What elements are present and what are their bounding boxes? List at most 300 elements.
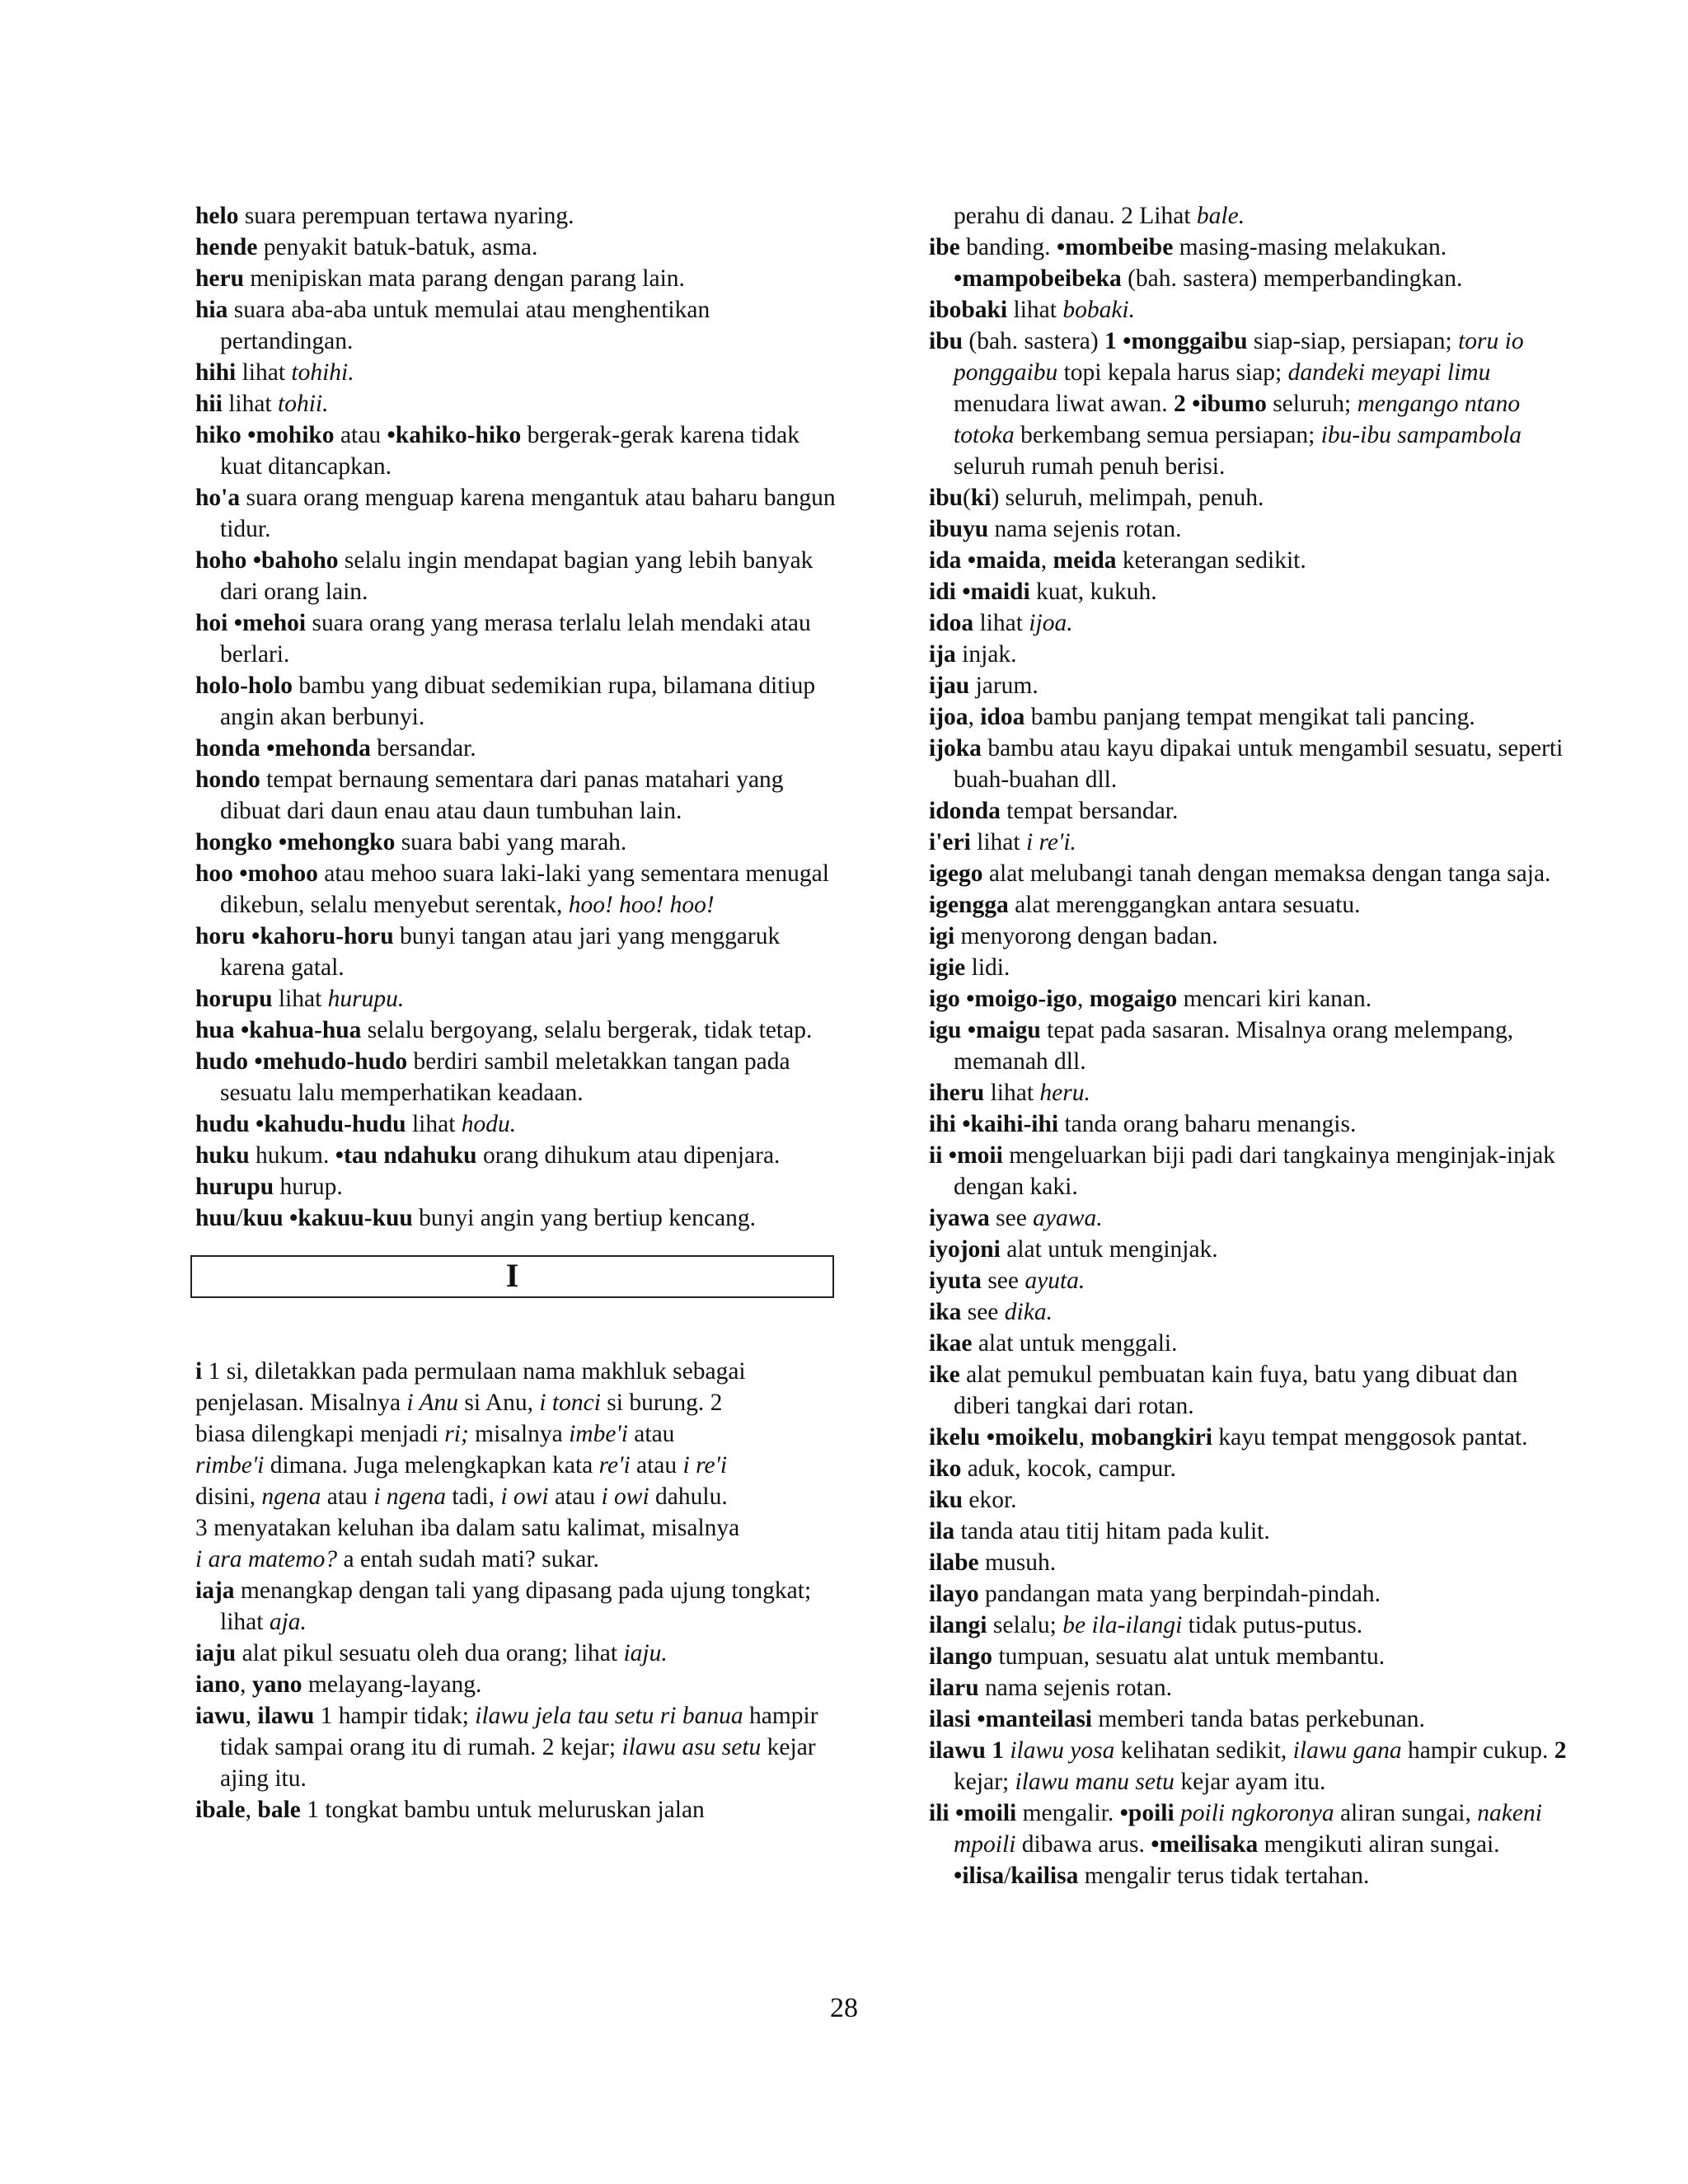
definition-text: bambu yang dibuat sedemikian rupa, bilamana ditiup angin akan berbunyi. (220, 673, 816, 730)
dictionary-entry (929, 1265, 1572, 1296)
headword: hua (195, 1017, 235, 1043)
definition-text (942, 1142, 948, 1169)
headword: ikae (929, 1330, 973, 1357)
dictionary-entry (929, 1296, 1572, 1328)
example-text: hurupu. (327, 986, 405, 1012)
dictionary-entry (929, 1547, 1572, 1578)
definition-text (1175, 1800, 1180, 1826)
definition-text: kejar ayam itu. (1174, 1769, 1326, 1795)
headword: •maigu (967, 1017, 1041, 1043)
headword: mobangkiri (1090, 1424, 1212, 1451)
example-text: be ila-ilangi (1062, 1612, 1183, 1638)
headword: igego (929, 860, 983, 887)
definition-text: menangkap dengan tali yang dipasang pada ujung tongkat; lihat (220, 1577, 812, 1635)
headword: •moili (954, 1800, 1017, 1826)
example-text: imbe'i (569, 1421, 628, 1447)
dictionary-entry (195, 1171, 844, 1202)
definition-text: alat merenggangkan antara sesuatu. (1008, 892, 1361, 918)
definition-text: musuh. (978, 1549, 1057, 1576)
dictionary-entry (929, 1015, 1572, 1077)
headword: ilaru (929, 1675, 979, 1701)
definition-text: tanda orang baharu menangis. (1058, 1111, 1357, 1137)
definition-text: topi kepala harus siap; (1057, 359, 1288, 386)
section-letter-box (190, 1255, 834, 1298)
definition-text: atau mehoo suara laki-laki yang sementara menugal dikebun, selalu menyebut serentak, (220, 860, 829, 918)
definition-text: perahu di danau. 2 Lihat (954, 203, 1197, 229)
definition-text: mengalir terus tidak tertahan. (1078, 1863, 1370, 1889)
definition-text: selalu bergoyang, selalu bergerak, tidak tetap. (361, 1017, 813, 1043)
headword: ili (929, 1800, 950, 1826)
definition-text: (bah. sastera) memperbandingkan. (1121, 265, 1463, 292)
headword: 1 (1104, 328, 1117, 354)
entries-i-continued (929, 232, 1572, 1891)
example-text: ilawu gana (1292, 1737, 1402, 1764)
definition-text: menyorong dengan badan. (954, 923, 1218, 949)
dictionary-entry (929, 1641, 1572, 1672)
definition-text: aliran sungai, (1334, 1800, 1478, 1826)
definition-text: , (240, 1671, 252, 1698)
dictionary-entry (929, 232, 1572, 294)
definition-text: suara orang yang merasa terlalu lelah mendaki atau berlari. (220, 610, 811, 668)
entry-line (195, 1481, 844, 1512)
example-text: ilawu jela tau setu ri banua (475, 1703, 743, 1729)
definition-text (961, 1017, 967, 1043)
headword: hongko (195, 829, 273, 855)
headword: hihi (195, 359, 237, 386)
headword: ibu (929, 485, 964, 511)
dictionary-entry (195, 827, 844, 858)
example-text: hoo! hoo! hoo! (568, 892, 715, 918)
headword: •kahudu-hudu (256, 1111, 406, 1137)
dictionary-entry (195, 1575, 844, 1638)
definition-text: ( (963, 485, 971, 511)
definition-text: tempat bernaung sementara dari panas matahari yang dibuat dari daun enau atau daun tumbuhan lain. (220, 766, 784, 824)
dictionary-entry (929, 513, 1572, 545)
example-text: i ara matemo? (195, 1546, 338, 1572)
definition-text (260, 735, 266, 762)
definition-text: a entah sudah mati? sukar. (337, 1546, 599, 1572)
dictionary-entry (195, 1202, 844, 1234)
headword: •moii (948, 1142, 1003, 1169)
dictionary-entry (195, 670, 844, 733)
example-text: iaju. (623, 1640, 668, 1666)
headword: ilayo (929, 1581, 979, 1607)
definition-text: bunyi tangan atau jari yang menggaruk karena gatal. (220, 923, 781, 981)
dictionary-entry (929, 1735, 1572, 1797)
headword: 2 (1554, 1737, 1567, 1764)
headword: kailisa (1010, 1863, 1079, 1889)
headword: •ilisa (954, 1863, 1005, 1889)
definition-text: kejar; (954, 1769, 1015, 1795)
example-text: tohii. (278, 391, 329, 417)
definition-text: berdiri sambil meletakkan tangan pada sesuatu lalu memperhatikan keadaan. (220, 1048, 790, 1106)
definition-text: suara perempuan tertawa nyaring. (238, 203, 574, 229)
example-text: ri; (444, 1421, 469, 1447)
headword: iano (195, 1671, 241, 1698)
definition-text: bambu panjang tempat mengikat tali pancing. (1025, 704, 1475, 730)
dictionary-entry (929, 1610, 1572, 1641)
definition-text: lihat (272, 986, 328, 1012)
headword: honda (195, 735, 260, 762)
headword: hoo (195, 860, 233, 887)
example-text: i owi (500, 1483, 549, 1510)
dictionary-entry (929, 983, 1572, 1015)
headword: hudu (195, 1111, 250, 1137)
definition-text: biasa dilengkapi menjadi (195, 1421, 445, 1447)
definition-text: pandangan mata yang berpindah-pindah. (978, 1581, 1381, 1607)
definition-text: , (245, 1703, 258, 1729)
definition-text: seluruh; (1266, 391, 1357, 417)
definition-text: dimana. Juga melengkapkan kata (264, 1452, 599, 1479)
definition-text: injak. (955, 641, 1017, 668)
definition-text (272, 829, 278, 855)
dictionary-entry (929, 482, 1572, 513)
headword: i (195, 1358, 203, 1385)
definition-text: see (989, 1205, 1034, 1231)
dictionary-entry (929, 1359, 1572, 1422)
definition-text: hurup. (274, 1174, 343, 1200)
headword: iaja (195, 1577, 235, 1604)
example-text: i re'i. (1025, 829, 1076, 855)
dictionary-entry (195, 1669, 844, 1700)
definition-text: hukum. (249, 1142, 335, 1169)
dictionary-entry (929, 1453, 1572, 1484)
definition-text: masing-masing melakukan. (1173, 234, 1447, 260)
headword: ihi (929, 1111, 956, 1137)
dictionary-entry (195, 1108, 844, 1140)
dictionary-entry (929, 733, 1572, 795)
dictionary-entry (195, 983, 844, 1015)
headword: idoa (980, 704, 1025, 730)
example-text: nakeni mpoili (954, 1800, 1542, 1858)
definition-text: 3 menyatakan keluhan iba dalam satu kalimat, misalnya (195, 1515, 740, 1541)
definition-text: mencari kiri kanan. (1177, 986, 1372, 1012)
example-text: ilawu yosa (1010, 1737, 1115, 1764)
dictionary-entry (929, 1202, 1572, 1234)
headword: igengga (929, 892, 1009, 918)
headword: •moikelu (986, 1424, 1079, 1451)
headword: ilabe (929, 1549, 979, 1576)
headword: iyuta (929, 1268, 982, 1294)
left-column (195, 200, 844, 1825)
definition-text: , (1078, 1424, 1091, 1451)
headword: •mehonda (266, 735, 371, 762)
dictionary-entry (195, 200, 844, 232)
definition-text: atau (321, 1483, 374, 1510)
dictionary-entry (929, 1578, 1572, 1610)
headword: •mehongko (278, 829, 396, 855)
dictionary-entry (929, 827, 1572, 858)
dictionary-entry (929, 1077, 1572, 1108)
definition-text: lihat (984, 1080, 1040, 1106)
dictionary-entry (929, 1422, 1572, 1453)
dictionary-entry (195, 357, 844, 388)
headword: hia (195, 297, 228, 323)
definition-text: , (968, 704, 981, 730)
example-text: poili ngkoronya (1180, 1800, 1334, 1826)
headword: heru (195, 265, 244, 292)
headword: hoi (195, 610, 228, 636)
definition-text: dibawa arus. (1015, 1831, 1151, 1858)
example-text: ayuta. (1025, 1268, 1085, 1294)
definition-text: kuat, kukuh. (1029, 579, 1157, 605)
definition-text: lihat (406, 1111, 462, 1137)
definition-text: suara aba-aba untuk memulai atau menghentikan pertandingan. (220, 297, 710, 354)
entry-line (195, 1418, 844, 1450)
headword: •mohiko (247, 422, 335, 448)
headword: idi (929, 579, 956, 605)
definition-text: 1 si, diletakkan pada permulaan nama makhluk sebagai (202, 1358, 746, 1385)
headword: horu (195, 923, 246, 949)
definition-text: dahulu. (649, 1483, 728, 1510)
definition-text: alat pemukul pembuatan kain fuya, batu yang dibuat dan diberi tangkai dari rotan. (954, 1361, 1518, 1419)
definition-text: memberi tanda batas perkebunan. (1092, 1706, 1425, 1732)
headword: ibobaki (929, 297, 1008, 323)
example-text: mengango ntano totoka (954, 391, 1521, 448)
headword: idonda (929, 798, 1001, 824)
definition-text: lihat (236, 359, 292, 386)
headword: igie (929, 954, 966, 981)
headword: •mehoi (233, 610, 307, 636)
headword: •maida (967, 547, 1041, 574)
definition-text: kejar ajing itu. (220, 1734, 816, 1792)
headword: bale (257, 1797, 301, 1823)
dictionary-entry (929, 952, 1572, 983)
dictionary-entry (929, 1328, 1572, 1359)
headword: idoa (929, 610, 974, 636)
definition-text: 1 tongkat bambu untuk meluruskan jalan (300, 1797, 705, 1823)
headword: ikelu (929, 1424, 981, 1451)
definition-text: tumpuan, sesuatu alat untuk membantu. (992, 1643, 1386, 1670)
headword: yano (251, 1671, 302, 1698)
headword: •kahua-hua (240, 1017, 362, 1043)
headword: ila (929, 1518, 955, 1544)
headword: •kaihi-ihi (962, 1111, 1059, 1137)
headword: holo-holo (195, 673, 293, 699)
dictionary-entry (929, 294, 1572, 326)
definition-text: ) seluruh, melimpah, penuh. (991, 485, 1264, 511)
definition-text: penyakit batuk-batuk, asma. (257, 234, 538, 260)
definition-text: ekor. (963, 1487, 1017, 1513)
dictionary-entry (195, 858, 844, 921)
definition-text: , (1040, 547, 1053, 574)
dictionary-entry (929, 1516, 1572, 1547)
headword: ilasi (929, 1706, 971, 1732)
headword: ilawu (929, 1737, 986, 1764)
headword: ijoka (929, 735, 982, 762)
headword: 1 (992, 1737, 1004, 1764)
headword: kuu (242, 1205, 284, 1231)
headword: igu (929, 1017, 962, 1043)
definition-text: lihat (970, 829, 1026, 855)
headword: •mohoo (239, 860, 318, 887)
definition-text: banding. (959, 234, 1057, 260)
headword: hondo (195, 766, 260, 793)
example-text: hodu. (461, 1111, 517, 1137)
headword: •mehudo-hudo (254, 1048, 408, 1075)
definition-text (227, 610, 233, 636)
dictionary-entry (195, 764, 844, 827)
dictionary-entry (195, 1794, 844, 1825)
headword: igo (929, 986, 960, 1012)
dictionary-entry (929, 1108, 1572, 1140)
example-text: ngena (261, 1483, 321, 1510)
dictionary-entry (929, 326, 1572, 482)
example-text: ijoa. (1029, 610, 1073, 636)
dictionary-entry (929, 1704, 1572, 1735)
definition-text: bersandar. (370, 735, 476, 762)
dictionary-entry (195, 1015, 844, 1046)
definition-text (250, 1111, 256, 1137)
definition-text: keterangan sedikit. (1116, 547, 1306, 574)
definition-text: atau (630, 1452, 683, 1479)
definition-text: tidak putus-putus. (1182, 1612, 1363, 1638)
dictionary-entry (929, 545, 1572, 576)
definition-text: penjelasan. Misalnya (195, 1390, 407, 1416)
definition-text: seluruh rumah penuh berisi. (954, 453, 1226, 480)
definition-text: , (245, 1797, 258, 1823)
entry-line (195, 1387, 844, 1418)
dictionary-entry (195, 545, 844, 607)
headword: •ibumo (1192, 391, 1267, 417)
headword: ii (929, 1142, 943, 1169)
dictionary-entry (929, 858, 1572, 889)
headword: hii (195, 391, 223, 417)
example-text: i tonci (539, 1390, 601, 1416)
definition-text: nama sejenis rotan. (988, 516, 1182, 542)
definition-text (284, 1205, 289, 1231)
example-text: i ngena (373, 1483, 446, 1510)
headword: •mombeibe (1056, 234, 1174, 260)
definition-text: kayu tempat menggosok pantat. (1212, 1424, 1528, 1451)
entry-line (195, 1544, 844, 1575)
example-text: ilawu manu setu (1015, 1769, 1175, 1795)
dictionary-entry (929, 921, 1572, 952)
example-text: dandeki meyapi limu (1287, 359, 1491, 386)
headword: hurupu (195, 1174, 274, 1200)
definition-text: bunyi angin yang bertiup kencang. (412, 1205, 756, 1231)
dictionary-entry (195, 263, 844, 294)
definition-text: alat melubangi tanah dengan memaksa dengan tanga saja. (982, 860, 1551, 887)
dictionary-entry (195, 1046, 844, 1108)
definition-text: orang dihukum atau dipenjara. (476, 1142, 781, 1169)
headword: horupu (195, 986, 273, 1012)
example-text: ibu-ibu sampambola (1320, 422, 1522, 448)
headword: ija (929, 641, 956, 668)
dictionary-entry (195, 232, 844, 263)
definition-text: tepat pada sasaran. Misalnya orang melempang, memanah dll. (954, 1017, 1514, 1075)
definition-text: , (1076, 986, 1090, 1012)
definition-text: / (1004, 1863, 1011, 1889)
headword: ijau (929, 673, 970, 699)
dictionary-entry (195, 482, 844, 545)
example-text: i re'i (682, 1452, 728, 1479)
dictionary-entry (929, 576, 1572, 607)
dictionary-entry (195, 607, 844, 670)
headword: huu (195, 1205, 237, 1231)
definition-text: menipiskan mata parang dengan parang lain. (244, 265, 685, 292)
headword: igi (929, 923, 955, 949)
dictionary-entry (195, 1700, 844, 1794)
dictionary-entry (195, 1638, 844, 1669)
definition-text: selalu ingin mendapat bagian yang lebih banyak dari orang lain. (220, 547, 814, 605)
section-letter: I (505, 1257, 519, 1294)
headword: iheru (929, 1080, 985, 1106)
headword: ika (929, 1299, 962, 1325)
definition-text: lihat (1007, 297, 1063, 323)
entry-line (195, 1512, 844, 1544)
dictionary-entry (929, 1484, 1572, 1516)
dictionary-entry (929, 670, 1572, 701)
example-text: ayawa. (1033, 1205, 1103, 1231)
entry-line (195, 1356, 844, 1387)
dictionary-entry (929, 1140, 1572, 1202)
headword: ijoa (929, 704, 968, 730)
headword: ida (929, 547, 962, 574)
example-text: tohihi. (291, 359, 354, 386)
headword: iaju (195, 1640, 237, 1666)
headword: •manteilasi (977, 1706, 1092, 1732)
headword: ibe (929, 234, 960, 260)
right-column (929, 200, 1572, 1891)
dictionary-entry (929, 889, 1572, 921)
headword: •kahiko-hiko (387, 422, 522, 448)
headword: ilawu (257, 1703, 315, 1729)
headword: iko (929, 1455, 962, 1482)
definition-text: see (961, 1299, 1005, 1325)
example-text: rimbe'i (195, 1452, 265, 1479)
example-text: heru. (1039, 1080, 1090, 1106)
dictionary-entry (195, 1140, 844, 1171)
headword: •monggaibu (1123, 328, 1248, 354)
definition-text: si Anu, (457, 1390, 540, 1416)
headword: ilangi (929, 1612, 987, 1638)
definition-text: jarum. (969, 673, 1039, 699)
definition-text (246, 923, 251, 949)
dictionary-entry (195, 921, 844, 983)
example-text: aja. (269, 1609, 307, 1635)
definition-text: menudara liwat awan. (954, 391, 1175, 417)
headword: hiko (195, 422, 241, 448)
example-text: i Anu (406, 1390, 458, 1416)
definition-text: mengikuti aliran sungai. (1258, 1831, 1500, 1858)
definition-text: selalu; (987, 1612, 1063, 1638)
headword: hudo (195, 1048, 248, 1075)
headword: iku (929, 1487, 964, 1513)
headword: i'eri (929, 829, 971, 855)
headword: iyojoni (929, 1236, 1001, 1263)
page-number: 28 (830, 1993, 858, 2023)
definition-text: tempat bersandar. (1000, 798, 1179, 824)
dictionary-entry (195, 388, 844, 419)
definition-text: misalnya (468, 1421, 570, 1447)
definition-text: atau (627, 1421, 675, 1447)
definition-text: aduk, kocok, campur. (961, 1455, 1176, 1482)
definition-text (961, 547, 967, 574)
definition-text: atau (548, 1483, 602, 1510)
definition-text: si burung. 2 (600, 1390, 723, 1416)
definition-text: lihat (973, 610, 1029, 636)
definition-text: mengeluarkan biji padi dari tangkainya menginjak-injak dengan kaki. (954, 1142, 1555, 1200)
headword: •tau ndahuku (335, 1142, 477, 1169)
headword: •moigo-igo (966, 986, 1077, 1012)
headword: •mampobeibeka (954, 265, 1122, 292)
headword: iyawa (929, 1205, 990, 1231)
dictionary-entry (929, 795, 1572, 827)
headword: hende (195, 234, 258, 260)
definition-text (235, 1017, 241, 1043)
dictionary-entry (195, 294, 844, 357)
